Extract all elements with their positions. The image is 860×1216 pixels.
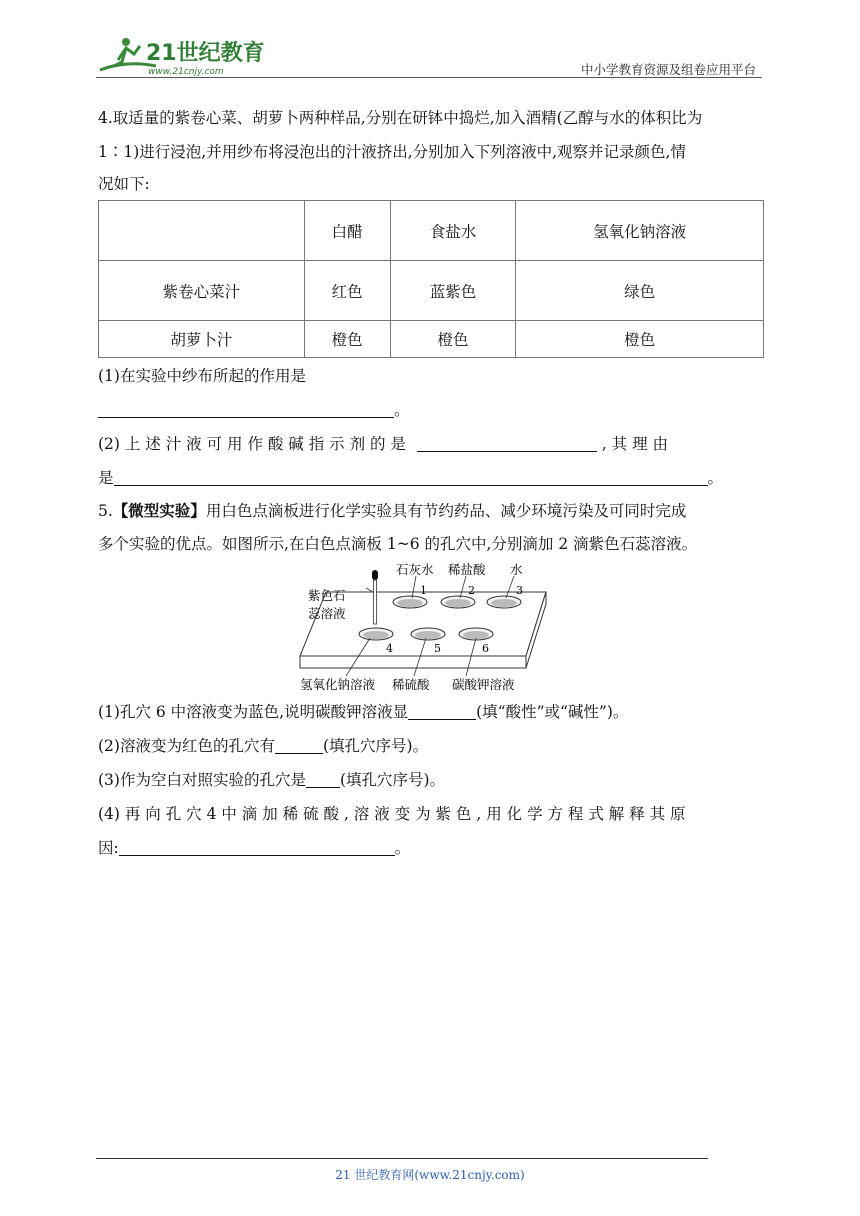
footer-link[interactable]: 21 世纪教育网(www.21cnjy.com) (335, 1168, 525, 1182)
label-naoh: 氢氧化钠溶液 (300, 677, 376, 692)
21cnjy-logo (96, 30, 266, 78)
well-1-inner (397, 599, 423, 607)
q5-sub2-text: (2)溶液变为红色的孔穴有 (98, 737, 275, 755)
period: 。 (707, 469, 724, 487)
label-dilute-h2so4: 稀硫酸 (392, 677, 430, 692)
label-limewater: 石灰水 (396, 562, 434, 577)
answer-blank[interactable] (275, 737, 323, 754)
table-cell: 绿色 (516, 261, 764, 321)
answer-blank[interactable] (119, 839, 395, 856)
well-number: 4 (386, 642, 393, 655)
answer-blank[interactable] (408, 703, 476, 720)
period: 。 (394, 839, 411, 857)
q5-sub3-text: (3)作为空白对照实验的孔穴是 (98, 771, 306, 789)
q5-sub3 (98, 770, 764, 790)
plate-front (300, 656, 526, 668)
q5-number: 5. (98, 502, 113, 520)
svg-text:www.21cnjy.com: www.21cnjy.com (148, 67, 224, 77)
footer-rule (96, 1158, 708, 1159)
well-2-inner (445, 599, 471, 607)
page-header (96, 30, 762, 80)
q5-sub4-answer-line (98, 838, 764, 858)
table-cell: 蓝紫色 (390, 261, 516, 321)
well-number: 2 (468, 584, 475, 597)
q4-sub1-answer-line (98, 400, 764, 420)
table-header-cell (99, 201, 305, 261)
table-cell: 橙色 (516, 321, 764, 358)
dropper-bulb (372, 570, 378, 580)
q4-line-2: 1∶1)进行浸泡,并用纱布将浸泡出的汁液挤出,分别加入下列溶液中,观察并记录颜色,情 (98, 143, 686, 161)
q4-sub2-text-c: 是 (98, 469, 114, 487)
answer-blank[interactable] (417, 435, 597, 452)
table-cell: 橙色 (390, 321, 516, 358)
q5-sub1-text: (1)孔穴 6 中溶液变为蓝色,说明碳酸钾溶液显 (98, 703, 409, 721)
q5-text: 用白色点滴板进行化学实验具有节约药品、减少环境污染及可同时完成 (205, 502, 687, 520)
q5-sub3-text-b: (填孔穴序号)。 (339, 771, 446, 789)
q5-sub2-text-b: (填孔穴序号)。 (322, 737, 429, 755)
table-cell: 紫卷心菜汁 (99, 261, 305, 321)
svg-text:21世纪教育: 21世纪教育 (146, 41, 265, 66)
well-number: 6 (482, 642, 489, 655)
period: 。 (394, 401, 410, 419)
well-4-inner (363, 631, 389, 639)
table-header-cell: 食盐水 (390, 201, 516, 261)
q5-sub1 (98, 702, 764, 722)
q4-line-1: 4.取适量的紫卷心菜、胡萝卜两种样品,分别在研钵中捣烂,加入酒精(乙醇与水的体积比为 (98, 109, 703, 127)
table-header-cell: 白醋 (304, 201, 390, 261)
table-cell: 橙色 (304, 321, 390, 358)
table-row (99, 321, 764, 358)
table-header-row (99, 201, 764, 261)
table-header-cell: 氢氧化钠溶液 (516, 201, 764, 261)
q5-sub4-text-b: 因: (98, 839, 119, 857)
label-litmus-2: 蕊溶液 (308, 606, 346, 621)
spot-plate-figure (296, 562, 576, 698)
answer-blank[interactable] (306, 771, 340, 788)
q4-sub2-text: (2) 上 述 汁 液 可 用 作 酸 碱 指 示 剂 的 是 (98, 435, 406, 453)
label-k2co3: 碳酸钾溶液 (452, 677, 515, 692)
answer-blank[interactable] (114, 469, 708, 486)
q5-line-2: 多个实验的优点。如图所示,在白色点滴板 1~6 的孔穴中,分别滴加 2 滴紫色石蕊溶液。 (98, 535, 698, 553)
experiment-table (98, 200, 764, 358)
q5-sub1-text-b: (填“酸性”或“碱性”)。 (476, 703, 629, 721)
q5-sub4: (4) 再 向 孔 穴 4 中 滴 加 稀 硫 酸 , 溶 液 变 为 紫 色 , 用 化 学 方 程 式 解 释 其 原 (98, 805, 686, 823)
label-water: 水 (510, 562, 523, 577)
well-6-inner (463, 631, 489, 639)
well-5-inner (415, 631, 441, 639)
dropper-tube (374, 580, 377, 624)
table-cell: 红色 (304, 261, 390, 321)
platform-name: 中小学教育资源及组卷应用平台 (580, 62, 756, 77)
well-number: 1 (420, 584, 427, 597)
answer-blank[interactable] (98, 401, 394, 418)
q4-sub1: (1)在实验中纱布所起的作用是 (98, 367, 306, 385)
well-3-inner (491, 599, 517, 607)
label-litmus-1: 紫色石 (308, 588, 346, 603)
header-rule (96, 77, 762, 78)
q5-sub2 (98, 736, 764, 756)
table-cell: 胡萝卜汁 (99, 321, 305, 358)
label-dilute-hcl: 稀盐酸 (448, 562, 486, 577)
q4-sub2-reason (98, 468, 764, 488)
well-number: 5 (434, 642, 441, 655)
dropper-pointer (366, 588, 373, 592)
q5-line-1 (98, 501, 764, 521)
table-row (99, 261, 764, 321)
q5-tag: 【微型实验】 (112, 501, 206, 520)
q4-sub2 (98, 434, 764, 454)
q4-line-3: 况如下: (98, 175, 150, 193)
well-number: 3 (516, 584, 523, 597)
q4-sub2-text-b: , 其 理 由 (601, 435, 669, 453)
